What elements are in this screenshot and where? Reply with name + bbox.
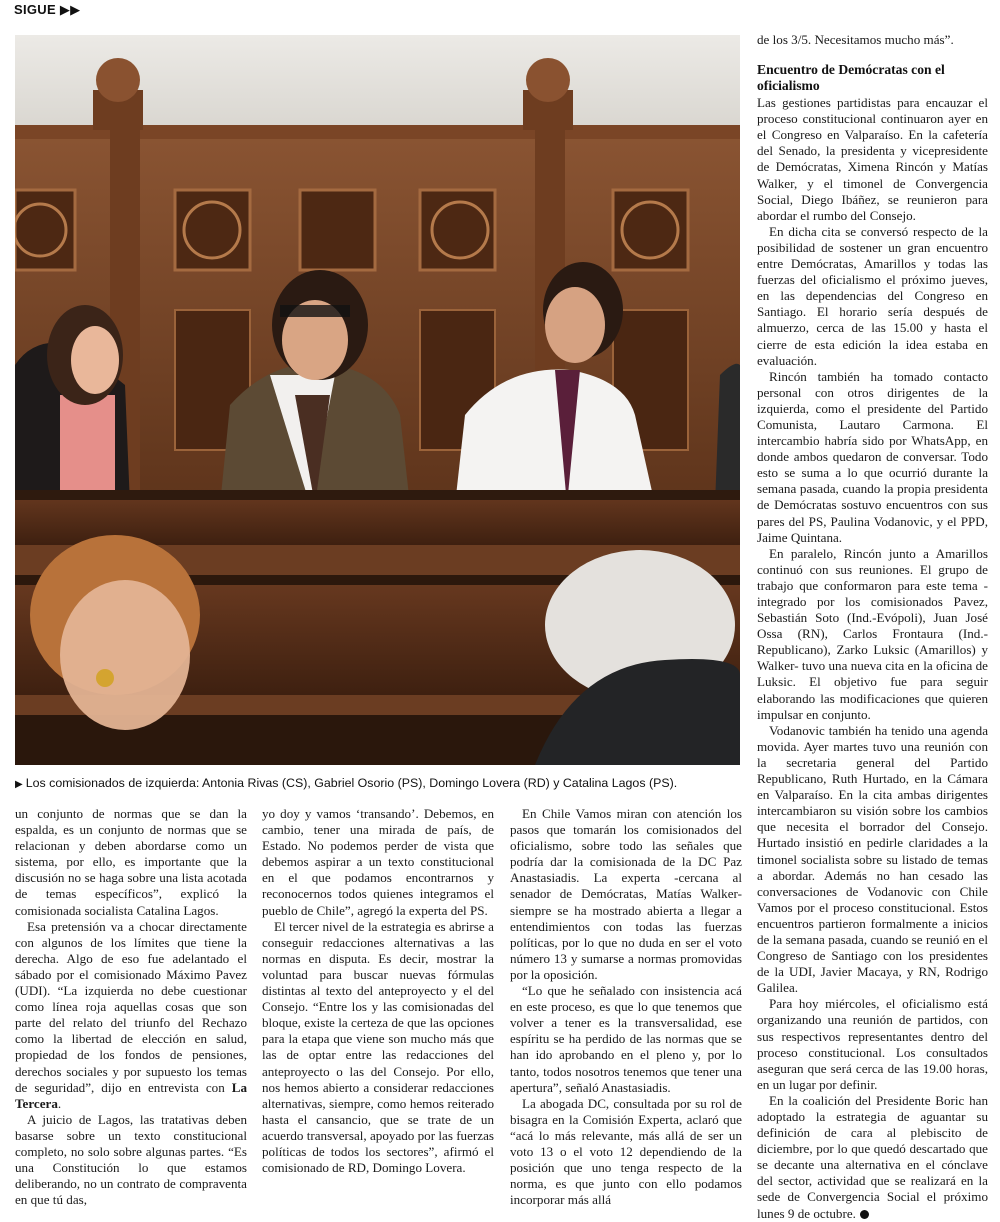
paragraph: yo doy y vamos ‘transando’. Debemos, en cambio, tener una mirada de país, de Estado. No podemos perder de vista que debemos aspirar a un texto constitucional en el que podamos encontrarnos y reconocernos todos quienes integramos el pueblo de Chile”, agregó la experta del PS. [262, 806, 494, 918]
continuation-header: SIGUE ▶▶ [14, 2, 81, 17]
paragraph: “Lo que he señalado con insistencia acá en este proceso, es que lo que tenemos que volver a tener es la transversalidad, ese espíritu se ha perdido de las normas que se han ido aprobando en el pleno y, por lo tanto, todos nosotros tenemos que tener una apertura”, señaló Anastasiadis. [510, 983, 742, 1095]
paragraph [15, 919, 247, 1112]
article-column-1 [15, 806, 247, 1208]
paragraph: A juicio de Lagos, las tratativas deben basarse sobre un texto constitucional completo, no solo sobre algunas partes. “Es una Constitución lo que estamos deliberando, no un contrato de compraventa en que tú das, [15, 1111, 247, 1208]
paragraph: El tercer nivel de la estrategia es abrirse a conseguir redacciones alternativas a las normas en disputa. Es decir, mostrar la voluntad para buscar nuevas fórmulas distintas al texto del anteproyecto y el del Consejo. “Entre los y las comisionadas del bloque, existe la certeza de que las opciones para la etapa que viene son mucho más que las de optar entre las redacciones del anteproyecto o las del Consejo. Por ello, nos hemos abierto a considerar redacciones alternativas, siempre, como hemos reiterado hasta el cansancio, que se trate de un acuerdo transversal, apoyado por las fuerzas políticas de todos los sectores”, afirmó el comisionado de RD, Domingo Lovera. [262, 918, 494, 1176]
paragraph: de los 3/5. Necesitamos mucho más”. [757, 32, 954, 47]
section-subheading: Encuentro de Demócratas con el oficialismo [757, 62, 945, 94]
paragraph-end: . [57, 1095, 62, 1111]
paragraph: Para hoy miércoles, el oficialismo está organizando una reunión de partidos, con sus respectivos representantes dentro del proceso constitucional. Los consultados aseguran que será cerca de las 19.00 horas, en un lugar por definir. [757, 996, 988, 1092]
photo-illustration [15, 35, 740, 765]
paragraph-text: Esa pretensión va a chocar directamente con algunos de los límites que tiene la derecha. Algo de eso fue adelantado el sábado por el comisionado Máximo Pavez (UDI). “La izquierda no debe cuestionar como línea roja aquellas cosas que son parte del relato del triunfo del Rechazo como la libertad de elección en salud, propiedad de los fondos de pensiones, derechos sociales y por supuesto los temas de seguridad”, dijo en entrevista con [15, 918, 247, 1095]
paragraph: La abogada DC, consultada por su rol de bisagra en la Comisión Experta, aclaró que “acá lo más relevante, más allá de ser un voto 13 o el voto 12 dependiendo de la posición que uno tenga respecto de la norma, es que junto con ello podamos incorporar más allá [510, 1095, 742, 1208]
publication-name: La Tercera [15, 1079, 247, 1111]
news-photo [15, 35, 740, 765]
paragraph-text: En la coalición del Presidente Boric han adoptado la estrategia de aguantar su definición de cara al plebiscito de diciembre, por lo que quedó descartado que se decante una alternativa en el cónclave del sector, actividad que se realizará en la sede de Convergencia Social el próximo lunes 9 de octubre. [757, 1092, 988, 1221]
end-of-article-icon [860, 1210, 869, 1219]
article-column-3 [510, 806, 742, 1208]
paragraph: Las gestiones partidistas para encauzar el proceso constitucional continuaron ayer en el Congreso en Valparaíso. En la cafetería del Senado, la presidenta y vicepresidente de Demócratas, Ximena Rincón y Matías Walker, y el timonel de Convergencia Social, Diego Ibáñez, se reunieron para abordar el rumbo del Consejo. [757, 95, 988, 223]
paragraph: En paralelo, Rincón junto a Amarillos continuó con sus reuniones. El grupo de trabajo que conformaron para este tema -integrado por los comisionados Pavez, Sebastián Soto (Ind.-Evópoli), Juan José Ossa (RN), Carlos Frontaura (Ind.-Republicano), Zarko Luksic (Amarillos) y Walker- tuvo una nueva cita en la oficina de Luksic. El objetivo fue para seguir elaborando las modificaciones que quieren impulsar en conjunto. [757, 545, 988, 722]
article-column-2 [262, 806, 494, 1176]
paragraph: En Chile Vamos miran con atención los pasos que tomarán los comisionados del oficialismo, sobre todo las señales que podría dar la comisionada de la DC Paz Anastasiadis. La experta -cercana al senador de Demócratas, Matías Walker- siempre se ha mostrado abierta a llegar a entendimientos con todas las fuerzas políticas, por lo que no duda en ser el voto número 13 y sumarse a normas promovidas por la oposición. [510, 806, 742, 982]
paragraph [757, 1093, 988, 1222]
article-column-4 [757, 32, 988, 1222]
photo-caption [15, 775, 745, 793]
paragraph: En dicha cita se conversó respecto de la posibilidad de sostener un gran encuentro entre Demócratas, Amarillos y todas las fuerzas del oficialismo el próximo jueves, en las dependencias del Congreso en Santiago. El horario sería después de almuerzo, cerca de las 15.00 y hasta el cierre de esta edición la idea estaba en evaluación. [757, 223, 988, 368]
paragraph: Vodanovic también ha tenido una agenda movida. Ayer martes tuvo una reunión con la secretaria general del Partido Republicano, Ruth Hurtado, en la Cámara en Valparaíso. En la cita ambas dirigentes intercambiaron su visión sobre los cambios que necesita el borrador del Consejo. Hurtado insistió en pedirle claridades a la timonel socialista sobre su listado de temas a abordar. Además no han cesado las conversaciones de Vodanovic con Chile Vamos por el proceso constitucional. Estos encuentros partieron formalmente a inicios de la semana pasada, cuando se reunió en el Congreso de Santiago con los presidentes de la UDI, Javier Macaya, y RN, Rodrigo Galilea. [757, 722, 988, 996]
paragraph: Rincón también ha tomado contacto personal con otros dirigentes de la izquierda, como el presidente del Partido Comunista, Lautaro Carmona. El intercambio habría sido por WhatsApp, en donde ambos quedaron de conversar. Todo esto se suma a lo que ocurrió durante la semana pasada, cuando la propia presidenta de Demócratas sostuvo encuentros con sus pares del PS, Paulina Vodanovic, y el PPD, Jaime Quintana. [757, 368, 988, 545]
paragraph: un conjunto de normas que se dan la espalda, es un conjunto de normas que se relacionan y deben abordarse como un sistema, por ello, es importante que la discusión no se haga sobre una lista acotada de temas específicos”, explicó la comisionada socialista Catalina Lagos. [15, 806, 247, 918]
caption-text: Los comisionados de izquierda: Antonia Rivas (CS), Gabriel Osorio (PS), Domingo Lovera (RD) y Catalina Lagos (PS). [25, 776, 678, 790]
caption-marker: ▶ [15, 779, 23, 790]
